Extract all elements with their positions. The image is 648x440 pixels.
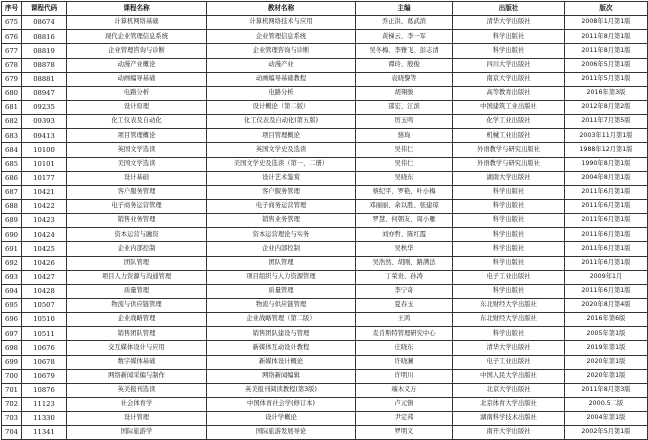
editor-cell: 乔正洪、葛武滨 <box>356 16 453 30</box>
textbook-name-cell: 设计概论（第二版） <box>207 100 356 114</box>
table-row <box>2 369 648 383</box>
editor-cell: 吴冬梅、李雅飞、彭志清 <box>356 44 453 58</box>
publisher-cell: 科学出版社 <box>453 256 565 270</box>
publisher-cell: 电子工业出版社 <box>453 355 565 369</box>
editor-cell: 吴伟仁 <box>356 157 453 171</box>
textbook-name-cell: 企业内部控制 <box>207 242 356 256</box>
textbook-name-cell: 客户服务管理 <box>207 185 356 199</box>
header-editor: 主编 <box>356 2 453 16</box>
table-row <box>2 327 648 341</box>
publisher-cell: 南京大学出版社 <box>453 72 565 86</box>
course-name-cell: 美国文学选读 <box>67 157 207 171</box>
course-name-cell: 设计基础 <box>67 171 207 185</box>
course-name-cell: 英国文学选读 <box>67 143 207 157</box>
seq-cell: 679 <box>2 72 22 86</box>
seq-cell: 693 <box>2 270 22 284</box>
edition-cell: 2011年6月第1版 <box>565 284 648 298</box>
edition-cell: 2012年8月第2版 <box>565 100 648 114</box>
course-code-cell: 10427 <box>22 270 67 284</box>
table-row <box>2 157 648 171</box>
editor-cell: 罗明义 <box>356 426 453 440</box>
publisher-cell: 科学出版社 <box>453 185 565 199</box>
table-row <box>2 397 648 411</box>
seq-cell: 680 <box>2 86 22 100</box>
course-name-cell: 企业战略管理 <box>67 313 207 327</box>
textbook-name-cell: 质量管理 <box>207 284 356 298</box>
edition-cell: 2004年8月第1版 <box>565 171 648 185</box>
course-name-cell: 团队管理 <box>67 256 207 270</box>
course-name-cell: 国际旅游学 <box>67 426 207 440</box>
textbook-name-cell: 设计艺术鉴赏 <box>207 171 356 185</box>
header-textbook-name: 教材名称 <box>207 2 356 16</box>
textbook-name-cell: 中国体育社会学(修订本) <box>207 397 356 411</box>
seq-cell: 702 <box>2 397 22 411</box>
publisher-cell: 科学出版社 <box>453 327 565 341</box>
publisher-cell: 科学出版社 <box>453 214 565 228</box>
publisher-cell: 东北财经大学出版社 <box>453 313 565 327</box>
course-name-cell: 电子商务运营管理 <box>67 199 207 213</box>
course-code-cell: 08816 <box>22 30 67 44</box>
seq-cell: 678 <box>2 58 22 72</box>
textbook-name-cell: 网络新闻编辑 <box>207 369 356 383</box>
header-publisher: 出版社 <box>453 2 565 16</box>
course-code-cell: 11341 <box>22 426 67 440</box>
textbook-name-cell: 企业战略管理（第二版） <box>207 313 356 327</box>
course-code-cell: 10426 <box>22 256 67 270</box>
editor-cell: 吴浩然、胡刚、路满法 <box>356 256 453 270</box>
course-name-cell: 英美报刊选读 <box>67 383 207 397</box>
edition-cell: 2011年8月第1版 <box>565 30 648 44</box>
table-row <box>2 426 648 440</box>
course-code-cell: 10678 <box>22 355 67 369</box>
editor-cell: 吴秋华 <box>356 242 453 256</box>
course-name-cell: 物流与供应链管理 <box>67 298 207 312</box>
publisher-cell: 湖南科学技术出版社 <box>453 412 565 426</box>
table-row <box>2 86 648 100</box>
course-code-cell: 08878 <box>22 58 67 72</box>
table-row <box>2 298 648 312</box>
editor-cell: 王鸿 <box>356 313 453 327</box>
editor-cell: 许明川 <box>356 369 453 383</box>
publisher-cell: 科学出版社 <box>453 199 565 213</box>
course-code-cell: 10425 <box>22 242 67 256</box>
course-code-cell: 10423 <box>22 214 67 228</box>
course-code-cell: 08819 <box>22 44 67 58</box>
course-code-cell: 10421 <box>22 185 67 199</box>
publisher-cell: 外语教学与研究出版社 <box>453 143 565 157</box>
editor-cell: 许晓澜 <box>356 355 453 369</box>
header-edition: 版次 <box>565 2 648 16</box>
edition-cell: 2020年8月第4版 <box>565 298 648 312</box>
edition-cell: 2019年第1版 <box>565 341 648 355</box>
editor-cell: 骆珣 <box>356 129 453 143</box>
course-name-cell: 电路分析 <box>67 86 207 100</box>
publisher-cell: 清华大学出版社 <box>453 341 565 355</box>
seq-cell: 689 <box>2 214 22 228</box>
edition-cell: 2011年6月第1版 <box>565 199 648 213</box>
table-row <box>2 100 648 114</box>
edition-cell: 2011年6月第1版 <box>565 242 648 256</box>
editor-cell: 邵宏、江滨 <box>356 100 453 114</box>
textbook-name-cell: 电路分析 <box>207 86 356 100</box>
seq-cell: 694 <box>2 284 22 298</box>
textbook-name-cell: 销售团队建设与管理 <box>207 327 356 341</box>
table-row <box>2 355 648 369</box>
seq-cell: 701 <box>2 383 22 397</box>
course-name-cell: 企业管理咨询与诊断 <box>67 44 207 58</box>
course-name-cell: 网络新闻采编与制作 <box>67 369 207 383</box>
course-code-cell: 11123 <box>22 397 67 411</box>
textbook-name-cell: 英国文学史及选读 <box>207 143 356 157</box>
edition-cell: 2000.5二版 <box>565 397 648 411</box>
edition-cell: 2009年1月 <box>565 270 648 284</box>
edition-cell: 2011年6月第1版 <box>565 228 648 242</box>
editor-cell: 胡翔骏 <box>356 86 453 100</box>
seq-cell: 688 <box>2 199 22 213</box>
textbook-name-cell: 新媒体设计概论 <box>207 355 356 369</box>
edition-cell: 2002年5月第1版 <box>565 426 648 440</box>
course-name-cell: 现代企业管理信息系统 <box>67 30 207 44</box>
table-row <box>2 341 648 355</box>
course-code-cell: 10177 <box>22 171 67 185</box>
textbook-name-cell: 动漫产业 <box>207 58 356 72</box>
course-code-cell: 10679 <box>22 369 67 383</box>
course-name-cell: 设计原理 <box>67 100 207 114</box>
table-row <box>2 143 648 157</box>
seq-cell: 704 <box>2 426 22 440</box>
edition-cell: 2006年5月第1版 <box>565 58 648 72</box>
course-code-cell: 08674 <box>22 16 67 30</box>
textbook-name-cell: 销售业务管理 <box>207 214 356 228</box>
seq-cell: 685 <box>2 157 22 171</box>
textbook-name-cell: 设计学概论 <box>207 412 356 426</box>
publisher-cell: 高等教育出版社 <box>453 86 565 100</box>
table-row <box>2 58 648 72</box>
seq-cell: 698 <box>2 341 22 355</box>
course-name-cell: 计算机网络基础 <box>67 16 207 30</box>
textbook-name-cell: 电子商务运营管理 <box>207 199 356 213</box>
course-code-cell: 10876 <box>22 383 67 397</box>
course-name-cell: 客户服务管理 <box>67 185 207 199</box>
editor-cell: 罗慧、何朝友、周小雁 <box>356 214 453 228</box>
seq-cell: 695 <box>2 298 22 312</box>
course-name-cell: 动画编导基础 <box>67 72 207 86</box>
edition-cell: 2011年6月第1版 <box>565 185 648 199</box>
course-code-cell: 09413 <box>22 129 67 143</box>
course-name-cell: 企业内部控制 <box>67 242 207 256</box>
course-code-cell: 11330 <box>22 412 67 426</box>
publisher-cell: 外语教学与研究出版社 <box>453 157 565 171</box>
seq-cell: 699 <box>2 355 22 369</box>
course-name-cell: 动漫产业概论 <box>67 58 207 72</box>
course-name-cell: 社会体育学 <box>67 397 207 411</box>
table-header <box>2 2 648 16</box>
publisher-cell: 化学工业出版社 <box>453 115 565 129</box>
edition-cell: 1988年12月第1版 <box>565 143 648 157</box>
seq-cell: 691 <box>2 242 22 256</box>
edition-cell: 2004年第1版 <box>565 412 648 426</box>
publisher-cell: 科学出版社 <box>453 30 565 44</box>
header-course-name: 课程名称 <box>67 2 207 16</box>
seq-cell: 697 <box>2 327 22 341</box>
course-code-cell: 10676 <box>22 341 67 355</box>
publisher-cell: 科学出版社 <box>453 44 565 58</box>
course-name-cell: 销售团队管理 <box>67 327 207 341</box>
seq-cell: 677 <box>2 44 22 58</box>
table-row <box>2 284 648 298</box>
seq-cell: 675 <box>2 16 22 30</box>
publisher-cell: 科学出版社 <box>453 284 565 298</box>
textbook-name-cell: 物流与供应链管理 <box>207 298 356 312</box>
table-row <box>2 313 648 327</box>
course-name-cell: 化工仪表及自动化 <box>67 115 207 129</box>
edition-cell: 2008年1月第1版 <box>565 16 648 30</box>
publisher-cell: 四川大学出版社 <box>453 58 565 72</box>
textbook-name-cell: 新媒体互动设计教程 <box>207 341 356 355</box>
seq-cell: 676 <box>2 30 22 44</box>
table-row <box>2 383 648 397</box>
textbook-name-cell: 项目组织与人力资源管理 <box>207 270 356 284</box>
textbook-name-cell: 团队管理 <box>207 256 356 270</box>
textbook-name-cell: 动画编导基础教程 <box>207 72 356 86</box>
seq-cell: 690 <box>2 228 22 242</box>
edition-cell: 1990年8月第1版 <box>565 157 648 171</box>
table-row <box>2 199 648 213</box>
publisher-cell: 科学出版社 <box>453 228 565 242</box>
course-name-cell: 项目管理概论 <box>67 129 207 143</box>
textbook-name-cell: 资本运营理论与实务 <box>207 228 356 242</box>
header-course-code: 课程代码 <box>22 2 67 16</box>
publisher-cell: 中国人民大学出版社 <box>453 369 565 383</box>
publisher-cell: 科学出版社 <box>453 242 565 256</box>
edition-cell: 2020年第1版 <box>565 369 648 383</box>
course-name-cell: 交互媒体设计与应用 <box>67 341 207 355</box>
seq-cell: 687 <box>2 185 22 199</box>
course-code-cell: 10422 <box>22 199 67 213</box>
course-code-cell: 08881 <box>22 72 67 86</box>
publisher-cell: 机械工业出版社 <box>453 129 565 143</box>
course-name-cell: 质量管理 <box>67 284 207 298</box>
seq-cell: 700 <box>2 369 22 383</box>
seq-cell: 696 <box>2 313 22 327</box>
table-row <box>2 270 648 284</box>
editor-cell: 蔡纪平、罗艳、叶小梅 <box>356 185 453 199</box>
table-body <box>2 16 648 440</box>
seq-cell: 686 <box>2 171 22 185</box>
editor-cell: 刘亦哲、陈红霞 <box>356 228 453 242</box>
editor-cell: 庄晓东 <box>356 341 453 355</box>
table-row <box>2 256 648 270</box>
table-row <box>2 72 648 86</box>
textbook-name-cell: 国际旅游发展导论 <box>207 426 356 440</box>
course-name-cell: 项目人力资源与沟通管理 <box>67 270 207 284</box>
header-row <box>2 2 648 16</box>
course-name-cell: 数字媒体基础 <box>67 355 207 369</box>
table-row <box>2 171 648 185</box>
table-row <box>2 412 648 426</box>
editor-cell: 厉玉鸣 <box>356 115 453 129</box>
table-row <box>2 228 648 242</box>
course-name-cell: 销售业务管理 <box>67 214 207 228</box>
table-row <box>2 16 648 30</box>
course-code-cell: 10511 <box>22 327 67 341</box>
publisher-cell: 东北财经大学出版社 <box>453 298 565 312</box>
publisher-cell: 北京体育大学出版社 <box>453 397 565 411</box>
editor-cell: 吴晓东 <box>356 171 453 185</box>
edition-cell: 2011年5月第1版 <box>565 72 648 86</box>
textbook-name-cell: 项目管理概论 <box>207 129 356 143</box>
edition-cell: 2011年6月第1版 <box>565 256 648 270</box>
textbook-name-cell: 计算机网络技术与应用 <box>207 16 356 30</box>
seq-cell: 682 <box>2 115 22 129</box>
course-name-cell: 设计管理 <box>67 412 207 426</box>
edition-cell: 2016年第6版 <box>565 313 648 327</box>
table-row <box>2 214 648 228</box>
editor-cell: 麦肯斯特管理研究中心 <box>356 327 453 341</box>
textbook-name-cell: 美国文学史及选读（第一、二册） <box>207 157 356 171</box>
course-code-cell: 10101 <box>22 157 67 171</box>
seq-cell: 692 <box>2 256 22 270</box>
header-seq: 序号 <box>2 2 22 16</box>
edition-cell: 2011年8月第3版 <box>565 383 648 397</box>
seq-cell: 703 <box>2 412 22 426</box>
editor-cell: 黄梯云、李一军 <box>356 30 453 44</box>
table-row <box>2 129 648 143</box>
table-row <box>2 30 648 44</box>
publisher-cell: 南开大学出版社 <box>453 426 565 440</box>
edition-cell: 2011年6月第1版 <box>565 214 648 228</box>
publisher-cell: 北京大学出版社 <box>453 383 565 397</box>
publisher-cell: 清华大学出版社 <box>453 16 565 30</box>
editor-cell: 丁荣贵、孙涛 <box>356 270 453 284</box>
textbook-name-cell: 企业管理咨询与诊断 <box>207 44 356 58</box>
seq-cell: 681 <box>2 100 22 114</box>
publisher-cell: 电子工业出版社 <box>453 270 565 284</box>
editor-cell: 吴伟仁 <box>356 143 453 157</box>
publisher-cell: 中国建筑工业出版社 <box>453 100 565 114</box>
editor-cell: 端木义万 <box>356 383 453 397</box>
textbook-name-cell: 企业管理信息系统 <box>207 30 356 44</box>
editor-cell: 袁晓黎等 <box>356 72 453 86</box>
course-code-cell: 10100 <box>22 143 67 157</box>
course-name-cell: 资本运营与融资 <box>67 228 207 242</box>
table-row <box>2 115 648 129</box>
course-code-cell: 10510 <box>22 313 67 327</box>
table-row <box>2 242 648 256</box>
course-code-cell: 09393 <box>22 115 67 129</box>
editor-cell: 夏春玉 <box>356 298 453 312</box>
course-code-cell: 09235 <box>22 100 67 114</box>
textbook-name-cell: 英美报刊阅读教程(第3版) <box>207 383 356 397</box>
textbook-name-cell: 化工仪表及自动化(第五版) <box>207 115 356 129</box>
course-textbook-sheet <box>1 1 647 440</box>
editor-cell: 卢元镇 <box>356 397 453 411</box>
textbook-table <box>1 1 648 440</box>
editor-cell: 李宁奇 <box>356 284 453 298</box>
seq-cell: 684 <box>2 143 22 157</box>
edition-cell: 2016年第3版 <box>565 86 648 100</box>
seq-cell: 683 <box>2 129 22 143</box>
publisher-cell: 湖南大学出版社 <box>453 171 565 185</box>
editor-cell: 谭玲、殷俊 <box>356 58 453 72</box>
edition-cell: 2011年7月第5版 <box>565 115 648 129</box>
editor-cell: 邓丽丽、余以胜、张建琼 <box>356 199 453 213</box>
edition-cell: 2011年8月第1版 <box>565 44 648 58</box>
course-code-cell: 08947 <box>22 86 67 100</box>
edition-cell: 2020年第1版 <box>565 355 648 369</box>
course-code-cell: 10507 <box>22 298 67 312</box>
table-row <box>2 44 648 58</box>
course-code-cell: 10428 <box>22 284 67 298</box>
edition-cell: 2003年11月第1版 <box>565 129 648 143</box>
editor-cell: 尹定邦 <box>356 412 453 426</box>
table-row <box>2 185 648 199</box>
edition-cell: 2005年第1版 <box>565 327 648 341</box>
course-code-cell: 10424 <box>22 228 67 242</box>
